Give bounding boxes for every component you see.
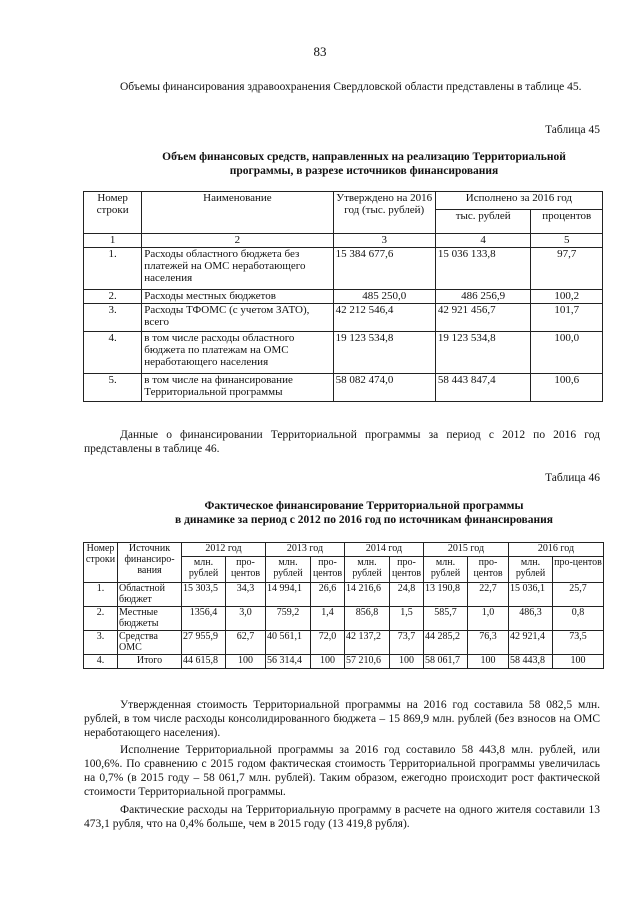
- t45-cell-percent: 100,0: [531, 332, 603, 374]
- t46-cell-value: 56 314,4: [266, 655, 311, 669]
- t46-header-year: 2015 год: [424, 543, 509, 557]
- t46-cell-value: 486,3: [509, 607, 553, 631]
- table-row: [84, 374, 603, 402]
- t46-cell-value: 1,4: [311, 607, 345, 631]
- t45-cell-executed: 486 256,9: [435, 290, 531, 304]
- t46-cell-value: 44 285,2: [424, 631, 468, 655]
- t46-header-mln: млн. рублей: [424, 557, 468, 583]
- table46-title-line1: Фактическое финансирование Территориальной программы: [204, 500, 524, 512]
- t46-cell-value: 14 216,6: [345, 583, 390, 607]
- t45-cell-percent: 100,6: [531, 374, 603, 402]
- t46-header-pct: про-центов: [226, 557, 266, 583]
- t46-cell-value: 100: [390, 655, 424, 669]
- t46-cell-value: 100: [226, 655, 266, 669]
- t46-cell-value: 100: [468, 655, 509, 669]
- t45-cell-name: Расходы ТФОМС (с учетом ЗАТО), всего: [142, 304, 333, 332]
- intro-paragraph: Объемы финансирования здравоохранения Свердловской области представлены в таблице 45.: [120, 81, 582, 93]
- t46-header-mln: млн. рублей: [345, 557, 390, 583]
- t45-cell-executed: 15 036 133,8: [435, 248, 531, 290]
- table46-label: Таблица 46: [545, 472, 600, 484]
- paragraph-approved-cost: Утвержденная стоимость Территориальной программы на 2016 год составила 58 082,5 млн. рублей, в том числе расходы консолидированного бюджета – 15 869,9 млн. рублей (без взносов на ОМС неработающего населения).: [84, 699, 600, 739]
- t46-header-pct: про-центов: [468, 557, 509, 583]
- t46-cell-value: 1356,4: [182, 607, 226, 631]
- t46-cell-value: 62,7: [226, 631, 266, 655]
- page-number: 83: [313, 44, 327, 59]
- paragraph-per-capita: Фактические расходы на Территориальную программу в расчете на одного жителя составили 13 473,1 рубля, что на 0,4% больше, чем в 2015 году (13 419,8 рубля).: [84, 804, 600, 830]
- t46-cell-value: 26,6: [311, 583, 345, 607]
- table-row: [84, 583, 604, 607]
- t45-header-row-number: Номер строки: [84, 192, 142, 234]
- t46-cell-value: 73,7: [390, 631, 424, 655]
- t46-cell-value: 25,7: [553, 583, 604, 607]
- t45-cell-percent: 100,2: [531, 290, 603, 304]
- between-paragraph: Данные о финансировании Территориальной программы за период с 2012 по 2016 год представлены в таблице 46.: [84, 429, 600, 455]
- t45-cell-num: 4.: [84, 332, 142, 374]
- table-row: [84, 290, 603, 304]
- table45-label: Таблица 45: [545, 124, 600, 136]
- t46-header-source: Источник финансиро-вания: [118, 543, 182, 583]
- t45-cell-executed: 42 921 456,7: [435, 304, 531, 332]
- t45-colnum: 4: [435, 234, 531, 248]
- t45-colnum: 2: [142, 234, 333, 248]
- t45-cell-approved: 485 250,0: [333, 290, 435, 304]
- t45-cell-executed: 19 123 534,8: [435, 332, 531, 374]
- t46-cell-value: 100: [553, 655, 604, 669]
- t46-header-year: 2016 год: [509, 543, 604, 557]
- paragraph-execution: Исполнение Территориальной программы за 2016 год составило 58 443,8 млн. рублей, или 100,6%. По сравнению с 2015 годом фактическая стоимость Территориальной программы увеличилась на 0,7% (в 2015 году – 58 061,7 млн. рублей). Таким образом, ежегодно происходит рост фактической стоимости Территориальной программы.: [84, 744, 600, 798]
- table-row: [84, 631, 604, 655]
- t46-cell-value: 58 061,7: [424, 655, 468, 669]
- t45-header-name: Наименование: [142, 192, 333, 234]
- t46-cell-source: Средства ОМС: [118, 631, 182, 655]
- table45-title: [84, 150, 640, 178]
- t46-cell-num: 1.: [84, 583, 118, 607]
- t46-header-mln: млн. рублей: [182, 557, 226, 583]
- t46-cell-value: 57 210,6: [345, 655, 390, 669]
- t46-header-pct: про-центов: [311, 557, 345, 583]
- table45-title-line1: Объем финансовых средств, направленных на реализацию Территориальной: [162, 151, 566, 163]
- t45-cell-percent: 97,7: [531, 248, 603, 290]
- t45-cell-approved: 42 212 546,4: [333, 304, 435, 332]
- t46-cell-value: 1,0: [468, 607, 509, 631]
- t46-cell-value: 22,7: [468, 583, 509, 607]
- t46-cell-num: 4.: [84, 655, 118, 669]
- t45-colnum: 3: [333, 234, 435, 248]
- table46-title-line2: в динамике за период с 2012 по 2016 год по источникам финансирования: [174, 514, 553, 526]
- t46-cell-value: 856,8: [345, 607, 390, 631]
- t46-header-year: 2014 год: [345, 543, 424, 557]
- table-row: [84, 655, 604, 669]
- t46-header-year: 2013 год: [266, 543, 345, 557]
- t46-cell-value: 100: [311, 655, 345, 669]
- t46-header-mln: млн. рублей: [509, 557, 553, 583]
- table45: [83, 191, 603, 402]
- t45-cell-approved: 58 082 474,0: [333, 374, 435, 402]
- t46-cell-value: 42 137,2: [345, 631, 390, 655]
- t46-cell-value: 72,0: [311, 631, 345, 655]
- t45-cell-num: 1.: [84, 248, 142, 290]
- t46-cell-value: 44 615,8: [182, 655, 226, 669]
- t45-cell-name: Расходы областного бюджета без платежей на ОМС неработающего населения: [142, 248, 333, 290]
- t45-cell-approved: 19 123 534,8: [333, 332, 435, 374]
- t46-cell-value: 40 561,1: [266, 631, 311, 655]
- t46-header-year: 2012 год: [182, 543, 266, 557]
- t46-cell-value: 3,0: [226, 607, 266, 631]
- t46-cell-value: 1,5: [390, 607, 424, 631]
- t46-cell-value: 15 036,1: [509, 583, 553, 607]
- t45-cell-name: Расходы местных бюджетов: [142, 290, 333, 304]
- table46-title: [84, 499, 640, 527]
- t46-cell-value: 58 443,8: [509, 655, 553, 669]
- t46-cell-source: Областной бюджет: [118, 583, 182, 607]
- t46-cell-value: 15 303,5: [182, 583, 226, 607]
- t46-cell-value: 0,8: [553, 607, 604, 631]
- t46-cell-value: 14 994,1: [266, 583, 311, 607]
- t46-header-row-number: Номер строки: [84, 543, 118, 583]
- table-row: [84, 332, 603, 374]
- t46-cell-num: 2.: [84, 607, 118, 631]
- t45-header-thousand-rub: тыс. рублей: [435, 210, 531, 234]
- t46-cell-value: 42 921,4: [509, 631, 553, 655]
- t45-cell-executed: 58 443 847,4: [435, 374, 531, 402]
- t45-header-executed: Исполнено за 2016 год: [435, 192, 602, 210]
- t46-header-pct: про-центов: [390, 557, 424, 583]
- t46-cell-value: 27 955,9: [182, 631, 226, 655]
- t46-cell-source: Итого: [118, 655, 182, 669]
- t46-cell-source: Местные бюджеты: [118, 607, 182, 631]
- t46-cell-num: 3.: [84, 631, 118, 655]
- t45-cell-num: 5.: [84, 374, 142, 402]
- t46-header-mln: млн. рублей: [266, 557, 311, 583]
- t45-header-approved: Утверждено на 2016 год (тыс. рублей): [333, 192, 435, 234]
- t45-header-percent: процентов: [531, 210, 603, 234]
- t46-cell-value: 13 190,8: [424, 583, 468, 607]
- t46-header-pct: про-центов: [553, 557, 604, 583]
- t45-cell-num: 2.: [84, 290, 142, 304]
- t45-colnum: 5: [531, 234, 603, 248]
- table46: [83, 542, 604, 669]
- t45-cell-name: в том числе расходы областного бюджета по платежам на ОМС неработающего населения: [142, 332, 333, 374]
- t46-cell-value: 585,7: [424, 607, 468, 631]
- t45-cell-name: в том числе на финансирование Территориальной программы: [142, 374, 333, 402]
- t46-cell-value: 73,5: [553, 631, 604, 655]
- t45-cell-percent: 101,7: [531, 304, 603, 332]
- table-row: [84, 607, 604, 631]
- t46-cell-value: 759,2: [266, 607, 311, 631]
- t45-colnum: 1: [84, 234, 142, 248]
- table-row: [84, 248, 603, 290]
- table45-title-line2: программы, в разрезе источников финансирования: [229, 165, 499, 177]
- t46-cell-value: 76,3: [468, 631, 509, 655]
- t45-cell-num: 3.: [84, 304, 142, 332]
- t46-cell-value: 24,8: [390, 583, 424, 607]
- table-row: [84, 304, 603, 332]
- t45-cell-approved: 15 384 677,6: [333, 248, 435, 290]
- t46-cell-value: 34,3: [226, 583, 266, 607]
